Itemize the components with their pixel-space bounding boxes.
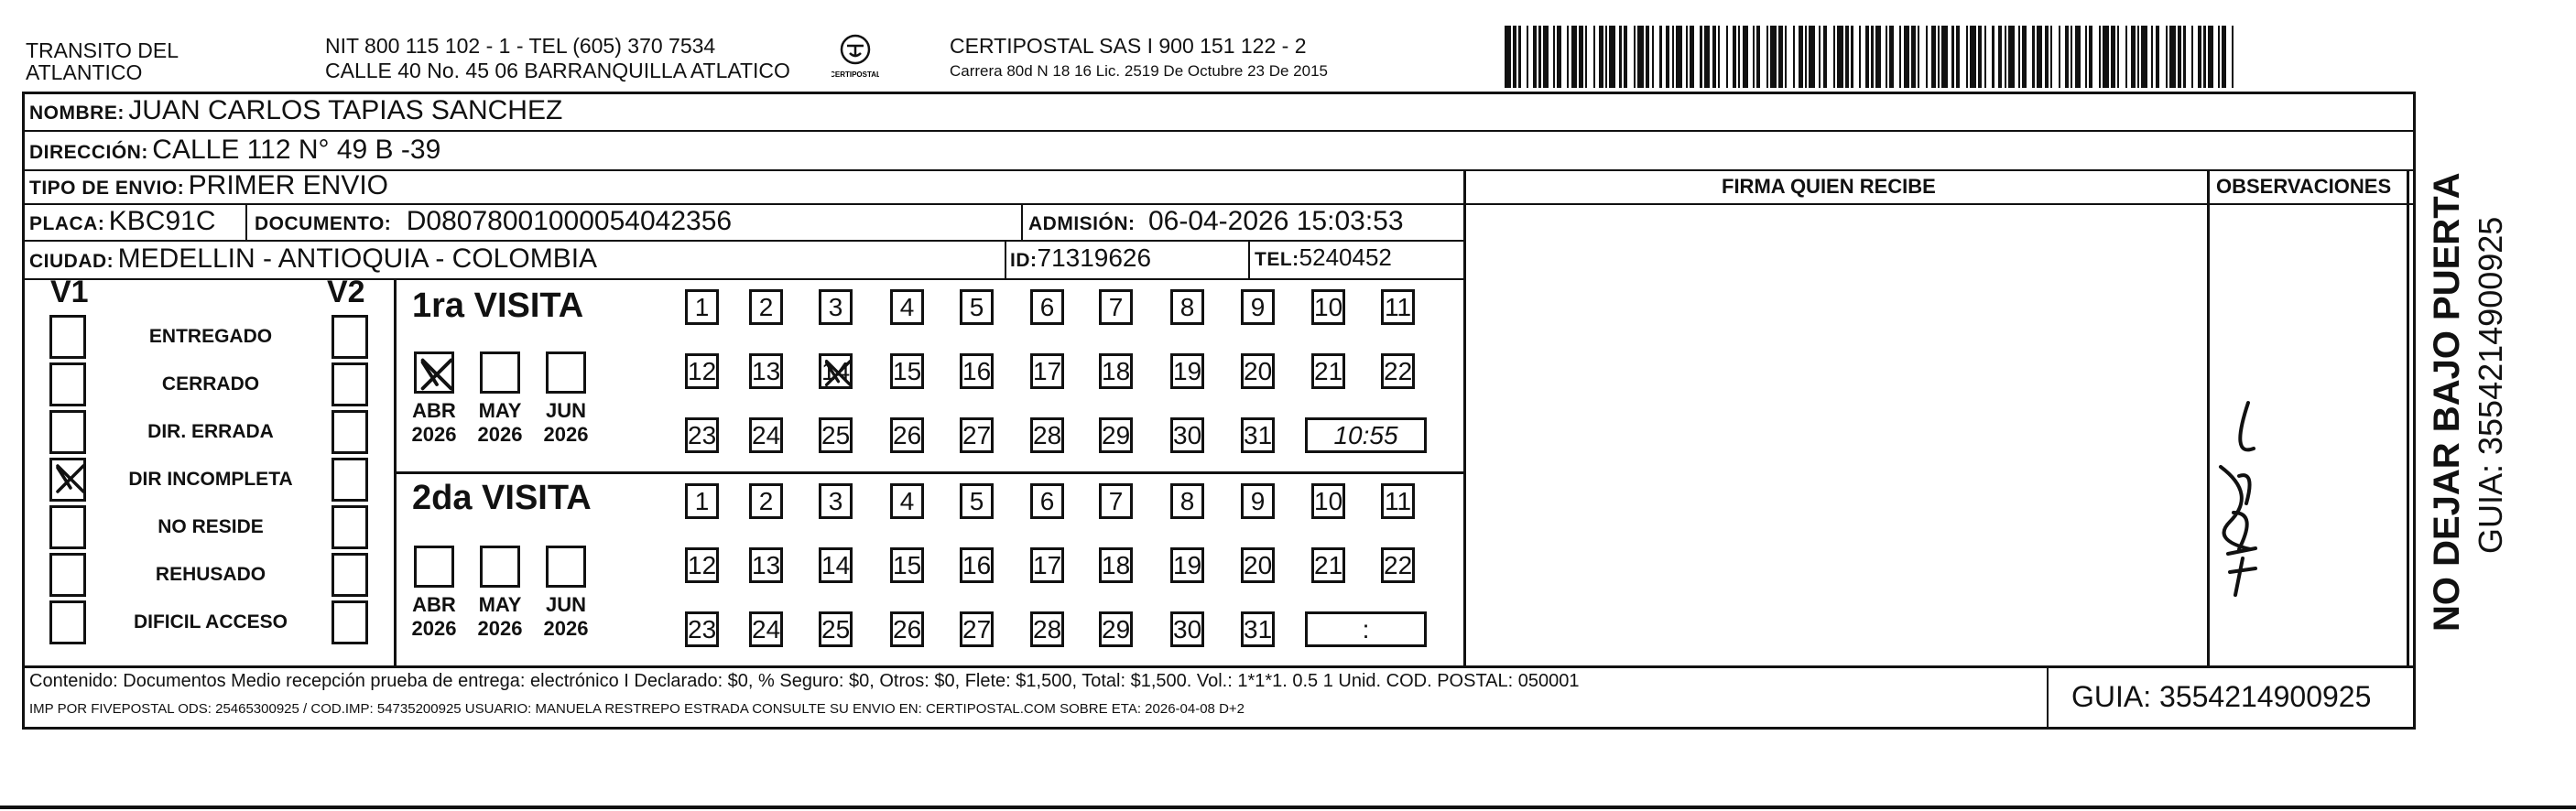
visit2-day-box[interactable]: 14 <box>819 547 853 583</box>
barcode <box>1505 26 2233 88</box>
visit2-day-box[interactable]: 21 <box>1311 547 1345 583</box>
visit1-day-box[interactable]: 2 <box>749 289 783 325</box>
visit1-day-box[interactable]: 17 <box>1030 353 1064 389</box>
visit2-day-box[interactable]: 28 <box>1030 611 1064 647</box>
documento-cell <box>255 206 732 237</box>
visit1-month-checkbox[interactable] <box>546 351 586 394</box>
visit1-month-checkbox[interactable] <box>480 351 520 394</box>
status-option-label: DIFICIL ACCESO <box>133 611 288 633</box>
visit1-day-box[interactable]: 4 <box>890 289 924 325</box>
cell-divider <box>1021 203 1023 240</box>
visit1-day-box[interactable]: 23 <box>685 417 719 453</box>
firma-column-divider <box>1463 169 1466 666</box>
visit1-day-box[interactable]: 20 <box>1241 353 1275 389</box>
footer-guia-divider <box>2047 665 2049 728</box>
visit1-month-label <box>468 399 532 447</box>
v2-checkbox[interactable] <box>332 458 368 502</box>
visit2-day-box[interactable]: 5 <box>960 483 994 519</box>
visit2-day-box[interactable]: 30 <box>1170 611 1204 647</box>
admision-value: 06-04-2026 15:03:53 <box>1147 206 1404 236</box>
v1-checkbox[interactable] <box>49 362 86 406</box>
visit2-time-box[interactable]: : <box>1305 611 1427 647</box>
visit2-day-box[interactable]: 29 <box>1099 611 1133 647</box>
footer-divider <box>22 665 2416 668</box>
visit2-day-box[interactable]: 24 <box>749 611 783 647</box>
status-option-label: DIR INCOMPLETA <box>128 469 293 490</box>
visit1-time-box[interactable]: 10:55 <box>1305 417 1427 453</box>
visit2-day-box[interactable]: 27 <box>960 611 994 647</box>
documento-label: DOCUMENTO: <box>255 213 392 234</box>
visit1-day-box[interactable]: 11 <box>1381 289 1415 325</box>
visit1-day-box[interactable]: 5 <box>960 289 994 325</box>
visit2-title: 2da VISITA <box>412 479 592 517</box>
nombre-value: JUAN CARLOS TAPIAS SANCHEZ <box>128 95 563 125</box>
tipo-envio-label: TIPO DE ENVIO: <box>29 178 185 199</box>
month-year: 2026 <box>477 423 523 446</box>
visit2-day-box[interactable]: 11 <box>1381 483 1415 519</box>
footer-contenido: Contenido: Documentos Medio recepción prueba de entrega: electrónico I Declarado: $0, % Seguro: $0, Otros: $0, Flete: $1,500, Total: $1,500. Vol.: 1*1*1. 0.5 1 Unid. COD. POSTAL: 050001 <box>29 671 1580 691</box>
observaciones-header: OBSERVACIONES <box>2216 175 2392 198</box>
visit2-day-box[interactable]: 26 <box>890 611 924 647</box>
visit1-day-box[interactable]: 15 <box>890 353 924 389</box>
v2-checkbox[interactable] <box>332 315 368 359</box>
status-option-label: ENTREGADO <box>148 326 273 347</box>
carrier-line: CERTIPOSTAL SAS I 900 151 122 - 2 <box>950 34 1307 58</box>
visit2-day-box[interactable]: 25 <box>819 611 853 647</box>
visit1-day-box[interactable]: 7 <box>1099 289 1133 325</box>
visit2-day-box[interactable]: 3 <box>819 483 853 519</box>
nombre-row <box>29 95 562 126</box>
status-option-label: CERRADO <box>161 373 260 395</box>
visit2-day-box[interactable]: 2 <box>749 483 783 519</box>
visit2-day-box[interactable]: 8 <box>1170 483 1204 519</box>
visit1-day-box[interactable]: 27 <box>960 417 994 453</box>
visit2-day-box[interactable]: 18 <box>1099 547 1133 583</box>
visit2-day-box[interactable]: 1 <box>685 483 719 519</box>
visit1-day-box[interactable]: 8 <box>1170 289 1204 325</box>
v1-checkbox[interactable] <box>49 315 86 359</box>
visit2-day-box[interactable]: 4 <box>890 483 924 519</box>
bottom-rule <box>0 806 2576 809</box>
visit1-day-box[interactable]: 3 <box>819 289 853 325</box>
visit2-day-box[interactable]: 7 <box>1099 483 1133 519</box>
tel-value: 5240452 <box>1299 243 1392 271</box>
id-cell <box>1010 243 1151 273</box>
visit1-day-box[interactable]: 9 <box>1241 289 1275 325</box>
nombre-label: NOMBRE: <box>29 103 125 124</box>
visit1-month-checkbox[interactable] <box>414 351 454 394</box>
month-name: JUN <box>545 399 586 422</box>
visit2-month-label <box>402 593 466 641</box>
visit2-day-box[interactable]: 15 <box>890 547 924 583</box>
placa-cell <box>29 206 216 237</box>
tipo-envio-value: PRIMER ENVIO <box>188 170 389 200</box>
row-divider <box>22 130 2416 132</box>
visit2-month-checkbox[interactable] <box>480 546 520 588</box>
visit1-day-box[interactable]: 28 <box>1030 417 1064 453</box>
visit1-day-box[interactable]: 6 <box>1030 289 1064 325</box>
sender-name-line1: TRANSITO DEL <box>26 38 179 62</box>
visit2-day-box[interactable]: 31 <box>1241 611 1275 647</box>
v2-checkbox[interactable] <box>332 600 368 644</box>
month-year: 2026 <box>543 617 589 640</box>
month-name: ABR <box>412 593 456 616</box>
month-year: 2026 <box>411 423 457 446</box>
visit2-day-box[interactable]: 23 <box>685 611 719 647</box>
cell-divider <box>1005 240 1006 278</box>
certipostal-logo <box>831 31 879 82</box>
status-option-label: DIR. ERRADA <box>147 421 274 442</box>
v1-label: V1 <box>50 275 89 309</box>
v2-label: V2 <box>327 275 365 309</box>
visit1-day-box[interactable]: 10 <box>1311 289 1345 325</box>
placa-value: KBC91C <box>108 206 216 236</box>
ciudad-cell <box>29 243 597 275</box>
visit2-day-box[interactable]: 20 <box>1241 547 1275 583</box>
visit-divider <box>395 471 1464 474</box>
tel-label: TEL: <box>1255 249 1299 270</box>
visit1-day-box[interactable]: 29 <box>1099 417 1133 453</box>
visit2-day-box[interactable]: 17 <box>1030 547 1064 583</box>
row-divider <box>22 278 1464 280</box>
tel-cell <box>1255 243 1392 272</box>
v1-checkbox[interactable] <box>49 553 86 597</box>
v2-checkbox[interactable] <box>332 410 368 454</box>
v1-checkbox[interactable] <box>49 600 86 644</box>
side-instruction: NO DEJAR BAJO PUERTA <box>2427 172 2467 632</box>
visit2-month-label <box>468 593 532 641</box>
observaciones-signature <box>2193 394 2303 604</box>
direccion-label: DIRECCIÓN: <box>29 142 148 163</box>
side-guia: GUIA: 3554214900925 <box>2472 216 2509 554</box>
visit2-month-label <box>534 593 598 641</box>
month-name: JUN <box>545 593 586 616</box>
month-name: MAY <box>478 593 522 616</box>
visit1-day-box[interactable]: 22 <box>1381 353 1415 389</box>
tipo-envio-row <box>29 170 388 201</box>
direccion-row <box>29 135 440 166</box>
visit1-day-box[interactable]: 12 <box>685 353 719 389</box>
visit2-month-checkbox[interactable] <box>414 546 454 588</box>
svg-text:CERTIPOSTAL: CERTIPOSTAL <box>831 70 879 79</box>
visit1-day-box[interactable]: 24 <box>749 417 783 453</box>
visit2-day-box[interactable]: 9 <box>1241 483 1275 519</box>
documento-value: D08078001000054042356 <box>406 206 733 236</box>
visit1-day-box[interactable]: 1 <box>685 289 719 325</box>
visit1-month-label <box>534 399 598 447</box>
visit2-day-box[interactable]: 19 <box>1170 547 1204 583</box>
status-column-divider <box>394 278 397 666</box>
visit1-day-box[interactable]: 19 <box>1170 353 1204 389</box>
visit2-day-box[interactable]: 13 <box>749 547 783 583</box>
ciudad-value: MEDELLIN - ANTIOQUIA - COLOMBIA <box>117 243 598 274</box>
placa-label: PLACA: <box>29 213 105 234</box>
v1-checkbox[interactable] <box>49 458 86 502</box>
month-year: 2026 <box>543 423 589 446</box>
visit2-day-box[interactable]: 10 <box>1311 483 1345 519</box>
v2-checkbox[interactable] <box>332 505 368 549</box>
ciudad-label: CIUDAD: <box>29 251 114 272</box>
visit2-day-box[interactable]: 22 <box>1381 547 1415 583</box>
visit1-title: 1ra VISITA <box>412 287 584 325</box>
v1-checkbox[interactable] <box>49 505 86 549</box>
firma-header: FIRMA QUIEN RECIBE <box>1722 175 1936 198</box>
sender-nit-line: NIT 800 115 102 - 1 - TEL (605) 370 7534 <box>325 34 716 58</box>
admision-label: ADMISIÓN: <box>1028 213 1136 234</box>
carrier-license: Carrera 80d N 18 16 Lic. 2519 De Octubre 23 De 2015 <box>950 62 1328 80</box>
footer-imp: IMP POR FIVEPOSTAL ODS: 25465300925 / COD.IMP: 54735200925 USUARIO: MANUELA RESTREPO ESTRADA CONSULTE SU ENVIO EN: CERTIPOSTAL.COM SOBRE ETA: 2026-04-08 D+2 <box>29 701 1245 717</box>
visit1-day-box[interactable]: 16 <box>960 353 994 389</box>
v2-checkbox[interactable] <box>332 553 368 597</box>
status-option-label: NO RESIDE <box>158 516 264 537</box>
visit2-day-box[interactable]: 12 <box>685 547 719 583</box>
visit2-day-box[interactable]: 6 <box>1030 483 1064 519</box>
month-year: 2026 <box>477 617 523 640</box>
visit1-day-box[interactable]: 26 <box>890 417 924 453</box>
visit2-month-checkbox[interactable] <box>546 546 586 588</box>
visit1-day-box[interactable]: 31 <box>1241 417 1275 453</box>
row-divider <box>22 203 2416 205</box>
visit2-day-box[interactable]: 16 <box>960 547 994 583</box>
visit1-day-box[interactable]: 21 <box>1311 353 1345 389</box>
visit1-day-box[interactable]: 13 <box>749 353 783 389</box>
id-value: 71319626 <box>1037 243 1152 272</box>
visit1-day-box[interactable]: 14 <box>819 353 853 389</box>
visit1-day-box[interactable]: 18 <box>1099 353 1133 389</box>
admision-cell <box>1028 206 1404 237</box>
v2-checkbox[interactable] <box>332 362 368 406</box>
footer-guia: GUIA: 3554214900925 <box>2071 680 2372 713</box>
id-label: ID: <box>1010 250 1038 271</box>
visit1-day-box[interactable]: 30 <box>1170 417 1204 453</box>
visit1-month-label <box>402 399 466 447</box>
right-column-divider <box>2407 169 2409 666</box>
cell-divider <box>1248 240 1250 278</box>
visit1-day-box[interactable]: 25 <box>819 417 853 453</box>
sender-name-line2: ATLANTICO <box>26 60 143 84</box>
month-name: ABR <box>412 399 456 422</box>
status-option-label: REHUSADO <box>155 564 266 585</box>
cell-divider <box>245 203 247 240</box>
direccion-value: CALLE 112 N° 49 B -39 <box>152 135 441 165</box>
sender-address-line: CALLE 40 No. 45 06 BARRANQUILLA ATLATICO <box>325 59 790 82</box>
month-year: 2026 <box>411 617 457 640</box>
v1-checkbox[interactable] <box>49 410 86 454</box>
month-name: MAY <box>478 399 522 422</box>
